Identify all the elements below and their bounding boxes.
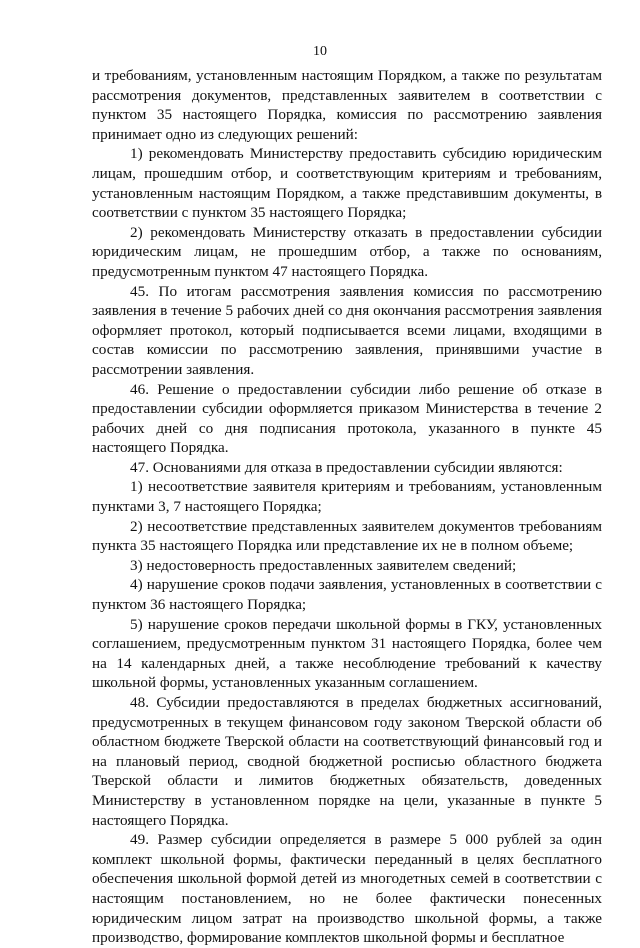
paragraph: 46. Решение о предоставлении субсидии либо решение об отказе в предоставлении субсидии оформляется приказом Министерства в течение 2 рабочих дней со дня подписания протокола, указанного в пункте 45 настоящего Порядка. (92, 380, 602, 457)
paragraph: 5) нарушение сроков передачи школьной формы в ГКУ, установленных соглашением, предусмотренным пунктом 31 настоящего Порядка, более чем на 14 календарных дней, а также несоблюдение требований к качеству школьной формы, установленных указанным соглашением. (92, 615, 602, 692)
paragraph: 47. Основаниями для отказа в предоставлении субсидии являются: (130, 458, 563, 476)
paragraph: 1) несоответствие заявителя критериям и требованиям, установленным пунктами 3, 7 настоящего Порядка; (92, 478, 602, 516)
paragraph: 48. Субсидии предоставляются в пределах бюджетных ассигнований, предусмотренных в текущем финансовом году законом Тверской области об областном бюджете Тверской области на соответствующий финансовый год и на плановый период, сводной бюджетной росписью областного бюджета Тверской области и лимитов бюджетных обязательств, доведенных Министерству в установленном порядке на цели, указанные в пункте 5 настоящего Порядка. (92, 694, 602, 829)
paragraph: 1) рекомендовать Министерству предоставить субсидию юридическим лицам, прошедшим отбор, и соответствующим критериям и требованиям, установленным настоящим Порядком, а также представившим документы, в соответствии с пунктом 35 настоящего Порядка; (92, 145, 602, 222)
page-number: 10 (313, 44, 327, 59)
paragraph: 2) несоответствие представленных заявителем документов требованиям пункта 35 настоящего Порядка или представление их не в полном объеме; (92, 517, 602, 555)
paragraph: 2) рекомендовать Министерству отказать в предоставлении субсидии юридическим лицам, не прошедшим отбор, а также по основаниям, предусмотренным пунктом 47 настоящего Порядка. (92, 223, 602, 280)
paragraph: 4) нарушение сроков подачи заявления, установленных в соответствии с пунктом 36 настоящего Порядка; (92, 576, 602, 614)
document-body (92, 66, 602, 948)
paragraph: 49. Размер субсидии определяется в размере 5 000 рублей за один комплект школьной формы, фактически переданный в целях бесплатного обеспечения школьной формой детей из многодетных семей в соответствии с настоящим постановлением, но не более фактически понесенных юридическим лицом затрат на производство школьной формы, а также производство, формирование комплектов школьной формы и бесплатное (92, 831, 602, 947)
paragraph: 45. По итогам рассмотрения заявления комиссия по рассмотрению заявления в течение 5 рабочих дней со дня окончания рассмотрения заявления оформляет протокол, который подписывается всеми лицами, входящими в состав комиссии по рассмотрению заявления, принявшими участие в рассмотрении заявления. (92, 282, 602, 378)
paragraph: 3) недостоверность предоставленных заявителем сведений; (130, 556, 517, 574)
paragraph: и требованиям, установленным настоящим Порядком, а также по результатам рассмотрения документов, представленных заявителем в соответствии с пунктом 35 настоящего Порядка, комиссия по рассмотрению заявления принимает одно из следующих решений: (92, 67, 602, 143)
